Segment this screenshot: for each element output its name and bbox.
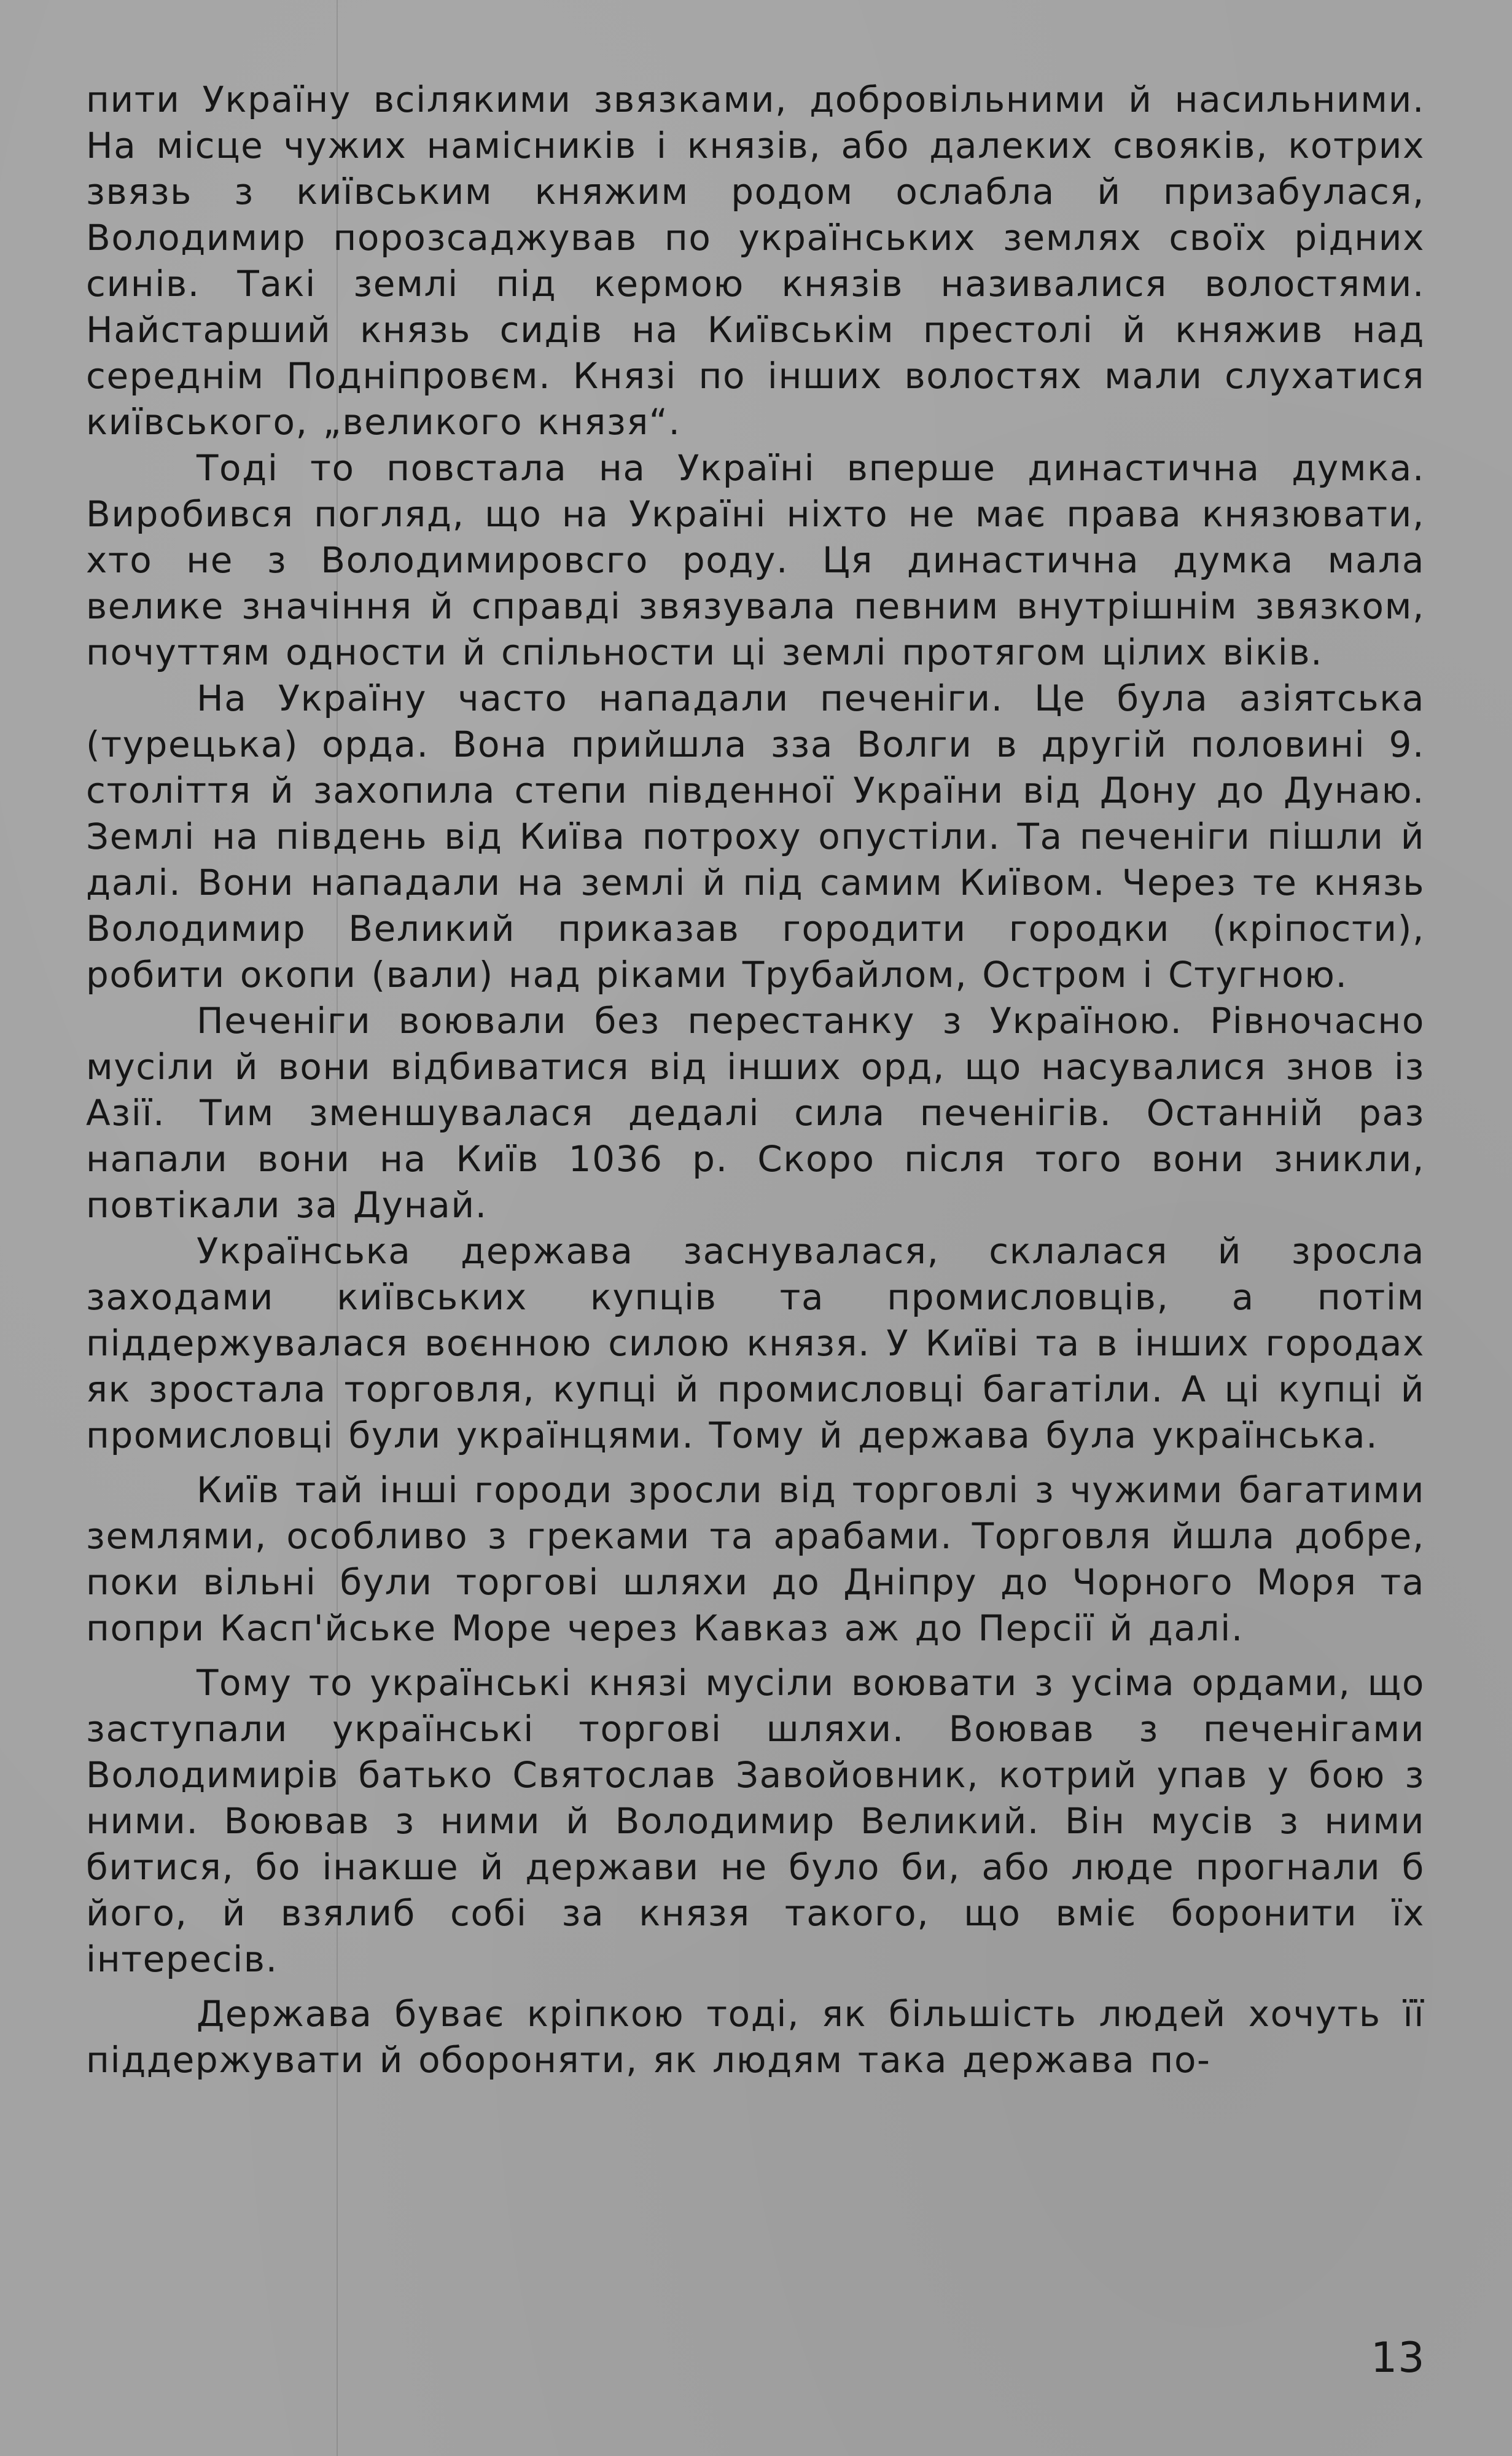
paragraph-6: Київ тай інші городи зросли від торговлі з чужими багатими землями, особливо з греками та арабами. Торговля йшла добре, поки вільні були торгові шляхи до Дніпру до Чорного Моря та попри Касп'йське Море через Кавказ аж до Персії й далі. [86, 1469, 1425, 1649]
page-number: 13 [1371, 2334, 1425, 2382]
paragraph-2: Тоді то повстала на Україні вперше династична думка. Виробився погляд, що на Україні ніхто не має права князювати, хто не з Володимировсго роду. Ця династична думка мала велике значіння й справді звязувала певним внутрішнім звязком, почуттям одности й спільности ці землі протягом цілих віків. [86, 447, 1425, 673]
paragraph-7: Тому то українські князі мусіли воювати з усіма ордами, що заступали українські торгові шляхи. Воював з печенігами Володимирів батько Святослав Завойовник, котрий упав у бою з ними. Воював з ними й Володимир Великий. Він мусів з ними битися, бо інакше й держави не було би, або люде прогнали б його, й взялиб собі за князя такого, що вміє боронити їх інтересів. [86, 1662, 1425, 1980]
paragraph-5: Українська держава заснувалася, склалася й зросла заходами київських купців та промисловців, а потім піддержувалася воєнною силою князя. У Київі та в інших городах як зростала торговля, купці й промисловці багатіли. А ці купці й промисловці були українцями. Тому й держава була українська. [86, 1230, 1425, 1456]
body-text [86, 77, 1425, 2083]
paragraph-3: На Україну часто нападали печеніги. Це була азіятська (турецька) орда. Вона прийшла зза Волги в другій половині 9. століття й захопила степи південної України від Дону до Дунаю. Землі на південь від Київа потроху опустіли. Та печеніги пішли й далі. Вони нападали на землі й під самим Київом. Через те князь Володимир Великий приказав городити городки (кріпости), робити окопи (вали) над ріками Трубайлом, Остром і Стугною. [86, 677, 1425, 996]
paragraph-8: Держава буває кріпкою тоді, як більшість людей хочуть її піддержувати й обороняти, як людям така держава по- [86, 1993, 1425, 2081]
paragraph-4: Печеніги воювали без перестанку з Україною. Рівночасно мусіли й вони відбиватися від інших орд, що насувалися знов із Азії. Тим зменшувалася дедалі сила печенігів. Останній раз напали вони на Київ 1036 р. Скоро після того вони зникли, повтікали за Дунай. [86, 1000, 1425, 1226]
paragraph-1: пити Україну всілякими звязками, добровільними й насильними. На місце чужих намісників і князів, або далеких свояків, котрих звязь з київським княжим родом ослабла й призабулася, Володимир порозсаджував по українських землях своїх рідних синів. Такі землі під кермою князів називалися волостями. Найстарший князь сидів на Київськім престолі й княжив над середнім Подніпровєм. Князі по інших волостях мали слухатися київського, „великого князя“. [86, 79, 1425, 443]
